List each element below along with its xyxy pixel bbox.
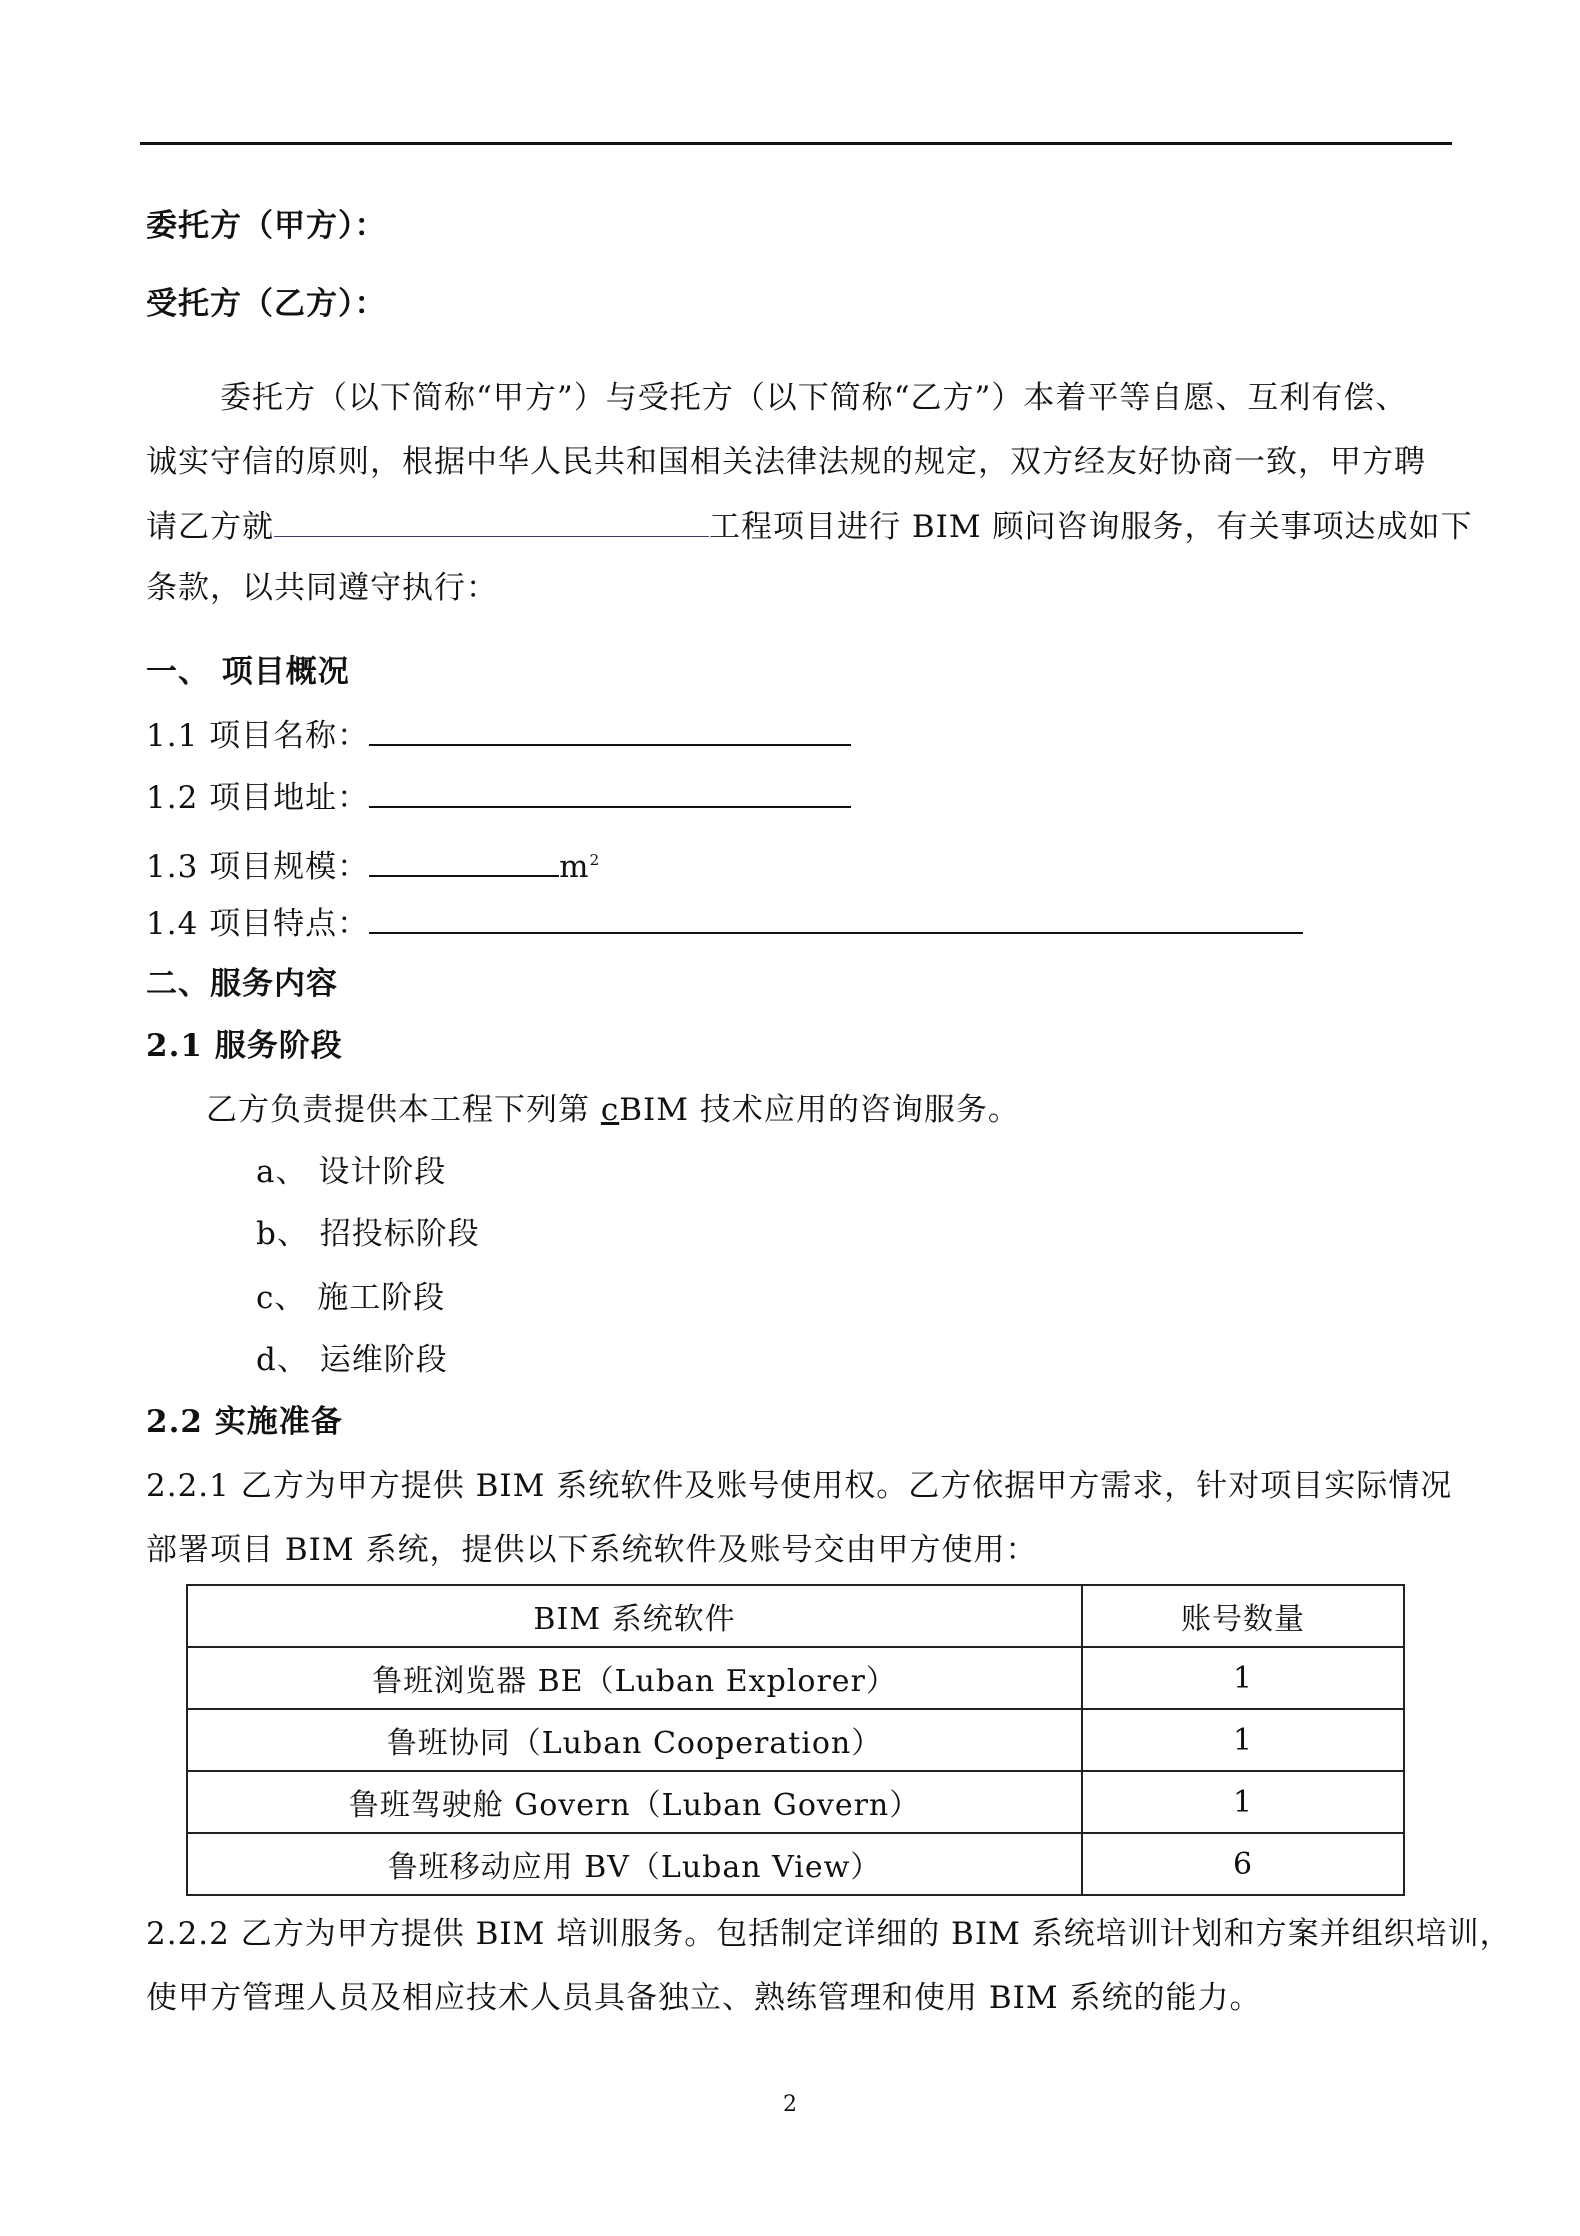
table-header-count: 账号数量 [1082, 1585, 1404, 1647]
party-a-label: 委托方（甲方）： [146, 208, 387, 244]
stage-item: b、 招投标阶段 [256, 1216, 480, 1252]
header-rule [140, 142, 1452, 145]
software-name-cell: 鲁班协同（Luban Cooperation） [187, 1709, 1082, 1771]
project-name-field[interactable] [369, 714, 851, 746]
para-2-2-2-line-2: 使甲方管理人员及相应技术人员具备独立、熟练管理和使用 BIM 系统的能力。 [146, 1980, 1262, 2016]
para-2-2-1-line-1: 2.2.1 乙方为甲方提供 BIM 系统软件及账号使用权。乙方依据甲方需求，针对项目实际情况 [146, 1468, 1453, 1504]
service-stage-text [206, 1090, 1020, 1130]
software-name-cell: 鲁班浏览器 BE（Luban Explorer） [187, 1647, 1082, 1709]
section2-heading: 二、服务内容 [146, 966, 338, 1002]
account-count-cell: 1 [1082, 1709, 1404, 1771]
project-address-label: 1.2 项目地址： [146, 780, 370, 816]
party-b-label: 受托方（乙方）： [146, 286, 387, 322]
stage-item: c、 施工阶段 [256, 1280, 446, 1316]
table-row [187, 1771, 1404, 1833]
table-row [187, 1709, 1404, 1771]
table-row [187, 1647, 1404, 1709]
project-feature-row [146, 902, 1303, 944]
scale-unit-sup: 2 [589, 851, 601, 869]
service-stage-post: BIM 技术应用的咨询服务。 [619, 1092, 1020, 1128]
account-count-cell: 1 [1082, 1771, 1404, 1833]
table-header-software: BIM 系统软件 [187, 1585, 1082, 1647]
service-stage-pre: 乙方负责提供本工程下列第 [206, 1092, 601, 1128]
project-name-label: 1.1 项目名称： [146, 718, 370, 754]
project-feature-label: 1.4 项目特点： [146, 906, 370, 942]
table-row [187, 1833, 1404, 1895]
project-scale-row [146, 840, 600, 887]
para-2-2-2-line-1: 2.2.2 乙方为甲方提供 BIM 培训服务。包括制定详细的 BIM 系统培训计划和方案并组织培训， [146, 1916, 1512, 1952]
section2-2-heading: 2.2 实施准备 [146, 1404, 343, 1440]
project-address-row [146, 776, 851, 818]
project-scale-label: 1.3 项目规模： [146, 849, 370, 885]
stage-item: a、 设计阶段 [256, 1154, 447, 1190]
stage-item: d、 运维阶段 [256, 1342, 448, 1378]
intro-line-4: 条款，以共同遵守执行： [146, 570, 498, 606]
account-count-cell: 1 [1082, 1647, 1404, 1709]
software-table [186, 1584, 1405, 1896]
account-count-cell: 6 [1082, 1833, 1404, 1895]
project-address-field[interactable] [369, 776, 851, 808]
section2-1-heading: 2.1 服务阶段 [146, 1028, 343, 1064]
intro-line-3 [146, 506, 1472, 547]
project-feature-field[interactable] [369, 902, 1303, 934]
project-scale-field[interactable] [369, 845, 559, 877]
scale-unit: m [559, 849, 590, 885]
intro-line-3-pre: 请乙方就 [146, 509, 274, 545]
service-stage-choice: c [600, 1092, 620, 1128]
page-number: 2 [783, 2092, 797, 2117]
software-name-cell: 鲁班移动应用 BV（Luban View） [187, 1833, 1082, 1895]
project-name-blank[interactable] [274, 506, 709, 537]
intro-line-1: 委托方（以下简称“甲方”）与受托方（以下简称“乙方”）本着平等自愿、互利有偿、 [220, 380, 1408, 416]
intro-line-2: 诚实守信的原则，根据中华人民共和国相关法律法规的规定，双方经友好协商一致，甲方聘 [146, 444, 1426, 480]
software-name-cell: 鲁班驾驶舱 Govern（Luban Govern） [187, 1771, 1082, 1833]
intro-line-3-post: 工程项目进行 BIM 顾问咨询服务，有关事项达成如下 [709, 509, 1473, 545]
para-2-2-1-line-2: 部署项目 BIM 系统，提供以下系统软件及账号交由甲方使用： [146, 1532, 1038, 1568]
table-header-row [187, 1585, 1404, 1647]
project-name-row [146, 714, 851, 756]
section1-heading: 一、 项目概况 [146, 654, 350, 690]
